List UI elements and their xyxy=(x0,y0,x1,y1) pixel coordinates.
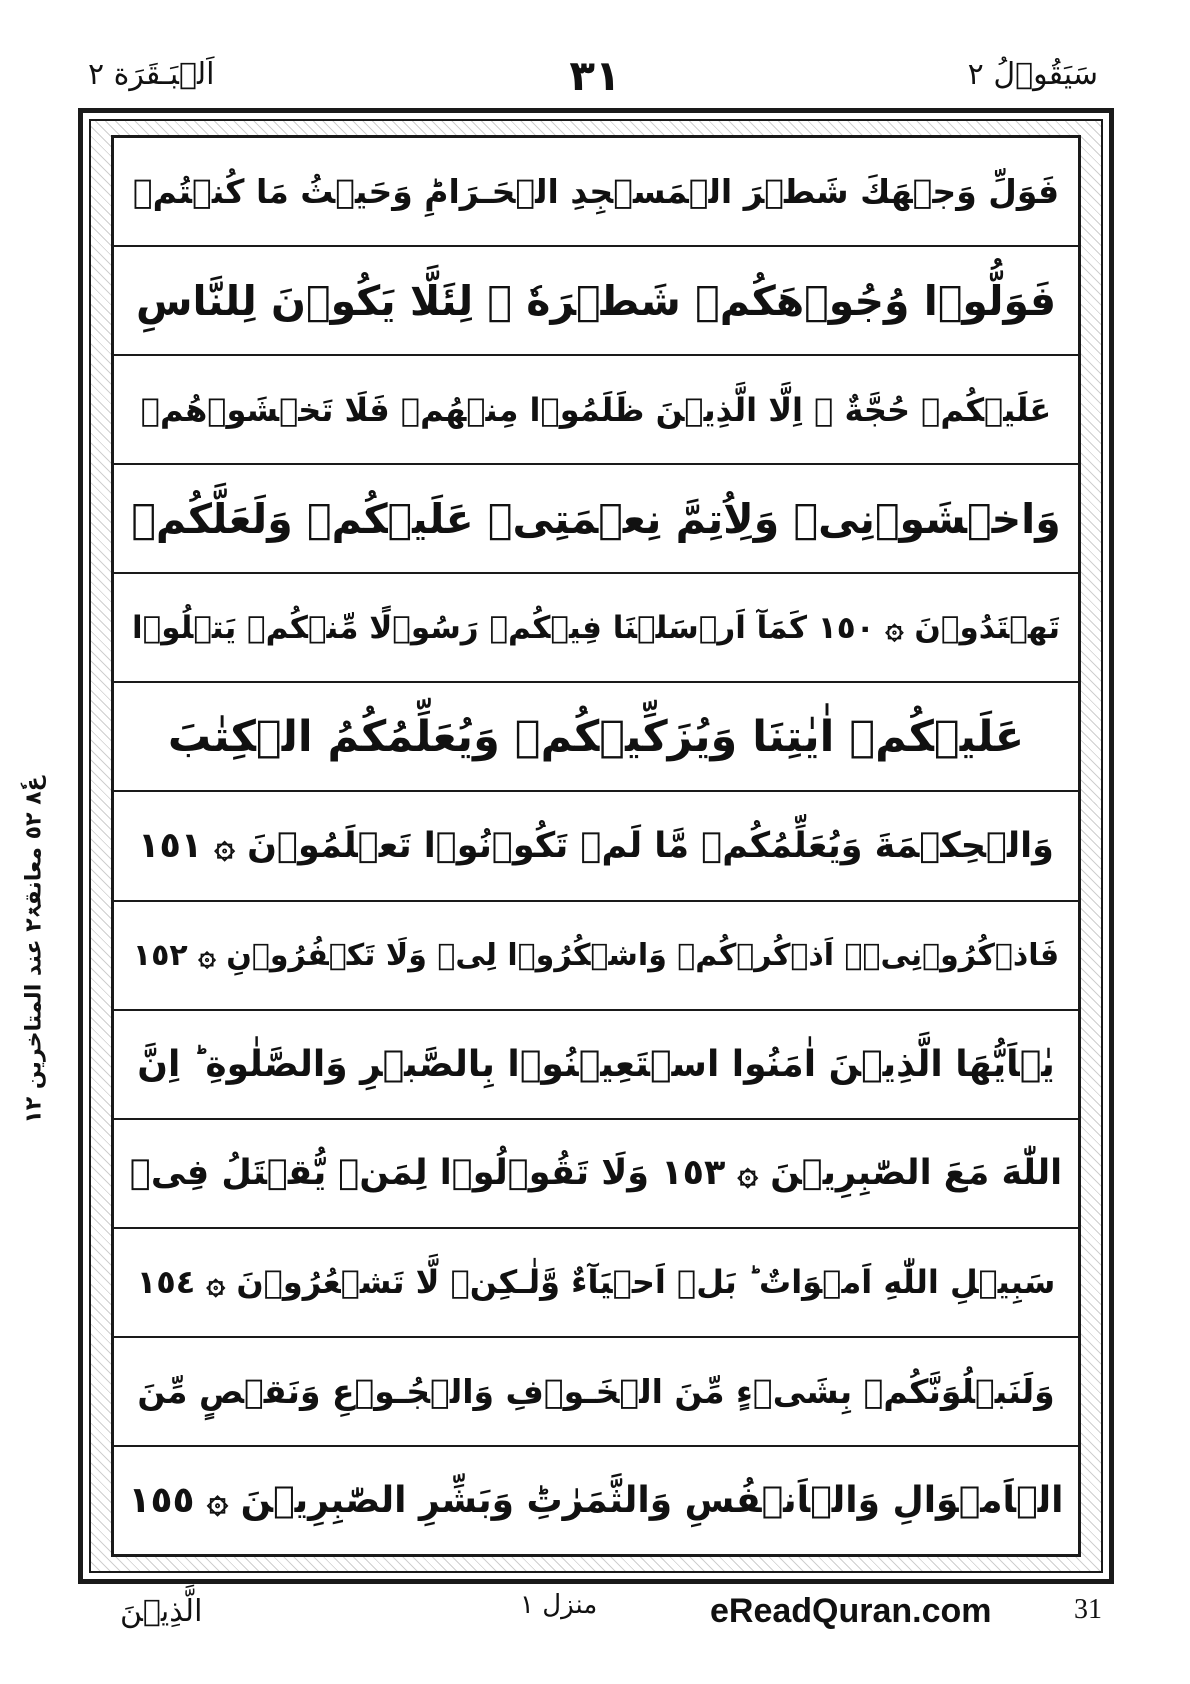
verse-line xyxy=(114,902,1078,1011)
page-frame xyxy=(78,108,1114,1584)
verse-line-text: فَوَلِّ وَجۡهَكَ شَطۡرَ الۡمَسۡجِدِ الۡحَـرَامِ​ؕ وَحَيۡثُ مَا كُنۡتُمۡ xyxy=(132,172,1060,212)
verse-line xyxy=(114,465,1078,574)
verse-lines xyxy=(114,138,1078,1554)
text-area xyxy=(111,135,1081,1557)
verse-line xyxy=(114,1120,1078,1229)
verse-line-text: وَالۡحِكۡمَةَ وَيُعَلِّمُكُمۡ مَّا لَمۡ تَكُوۡنُوۡا تَعۡلَمُوۡنَ ۞ ١٥١ xyxy=(138,826,1054,866)
page-number-arabic: ٣١ xyxy=(569,51,621,100)
verse-line xyxy=(114,1338,1078,1447)
verse-line-text: عَلَيۡكُمۡ اٰيٰتِنَا وَيُزَكِّيۡكُمۡ وَيُعَلِّمُكُمُ الۡكِتٰبَ xyxy=(167,711,1025,762)
margin-note-text: ع٨ٗ ٥٢ معانقۃ۲ عند المتاخرین ۱۲ xyxy=(21,776,47,1124)
verse-line xyxy=(114,1447,1078,1554)
verse-line-text: وَاخۡشَوۡنِىۡ وَلِاُتِمَّ نِعۡمَتِىۡ عَلَيۡكُمۡ وَلَعَلَّكُمۡ xyxy=(131,494,1061,543)
verse-line xyxy=(114,247,1078,356)
verse-line-text: يٰۤاَيُّهَا الَّذِيۡنَ اٰمَنُوا اسۡتَعِيۡنُوۡا بِالصَّبۡرِ وَالصَّلٰوةِ​ ؕ اِنَّ xyxy=(137,1043,1055,1085)
surah-name: اَلۡبَـقَرَة ٢ xyxy=(88,57,215,92)
catchword: الَّذِيۡنَ xyxy=(120,1594,203,1629)
verse-line xyxy=(114,1011,1078,1120)
verse-line-text: فَاذۡكُرُوۡنِىۡۤ اَذۡكُرۡكُمۡ وَاشۡکُرُوۡا لِىۡ وَلَا تَكۡفُرُوۡنِ ۞ ١٥٢ xyxy=(132,937,1060,973)
page-footer xyxy=(80,1588,1110,1648)
verse-line xyxy=(114,792,1078,901)
verse-line-text: سَبِيۡلِ اللّٰهِ اَمۡوَاتٌ ​ؕ بَلۡ اَحۡيَآءٌ وَّلٰـكِنۡ لَّا تَشۡعُرُوۡنَ ۞ ١٥٤ xyxy=(136,1263,1056,1302)
verse-line-text: وَلَنَبۡلُوَنَّكُمۡ بِشَىۡءٍ مِّنَ الۡخَـوۡفِ وَالۡجُـوۡعِ وَنَقۡصٍ مِّنَ xyxy=(137,1371,1055,1411)
para-name: سَيَقُوۡلُ ٢ xyxy=(967,57,1098,92)
verse-line xyxy=(114,356,1078,465)
verse-line-text: فَوَلُّوۡا وُجُوۡهَكُمۡ شَطۡرَهٗ ​ۙ لِئَلَّا يَكُوۡنَ لِلنَّاسِ xyxy=(135,276,1057,325)
page-header xyxy=(80,51,1110,105)
margin-note xyxy=(6,600,62,1300)
verse-line xyxy=(114,138,1078,247)
manzil-label: منزل ۱ xyxy=(520,1590,598,1620)
verse-line xyxy=(114,1229,1078,1338)
page-number: 31 xyxy=(1074,1594,1102,1625)
verse-line-text: عَلَيۡكُمۡ حُجَّةٌ ​ۙ اِلَّا الَّذِيۡنَ ظَلَمُوۡا مِنۡهُمۡ​ فَلَا تَخۡشَوۡهُمۡ xyxy=(140,390,1052,429)
verse-line-text: الۡاَمۡوَالِ وَالۡاَنۡفُسِ وَالثَّمَرٰتِ​ؕ وَبَشِّرِ الصّٰبِرِيۡنَ ۞ ١٥٥ xyxy=(128,1479,1064,1521)
verse-line xyxy=(114,574,1078,683)
verse-line xyxy=(114,683,1078,792)
verse-line-text: اللّٰهَ مَعَ الصّٰبِرِيۡنَ ۞ ١٥٣ وَلَا تَقُوۡلُوۡا لِمَنۡ يُّقۡتَلُ فِىۡ xyxy=(129,1153,1063,1194)
brand-watermark: eReadQuran.com xyxy=(710,1592,992,1630)
verse-line-text: تَهۡتَدُوۡنَ ۞ ١٥٠ كَمَآ اَرۡسَلۡنَا فِيۡكُمۡ رَسُوۡلًا مِّنۡكُمۡ يَتۡلُوۡا xyxy=(132,609,1060,646)
